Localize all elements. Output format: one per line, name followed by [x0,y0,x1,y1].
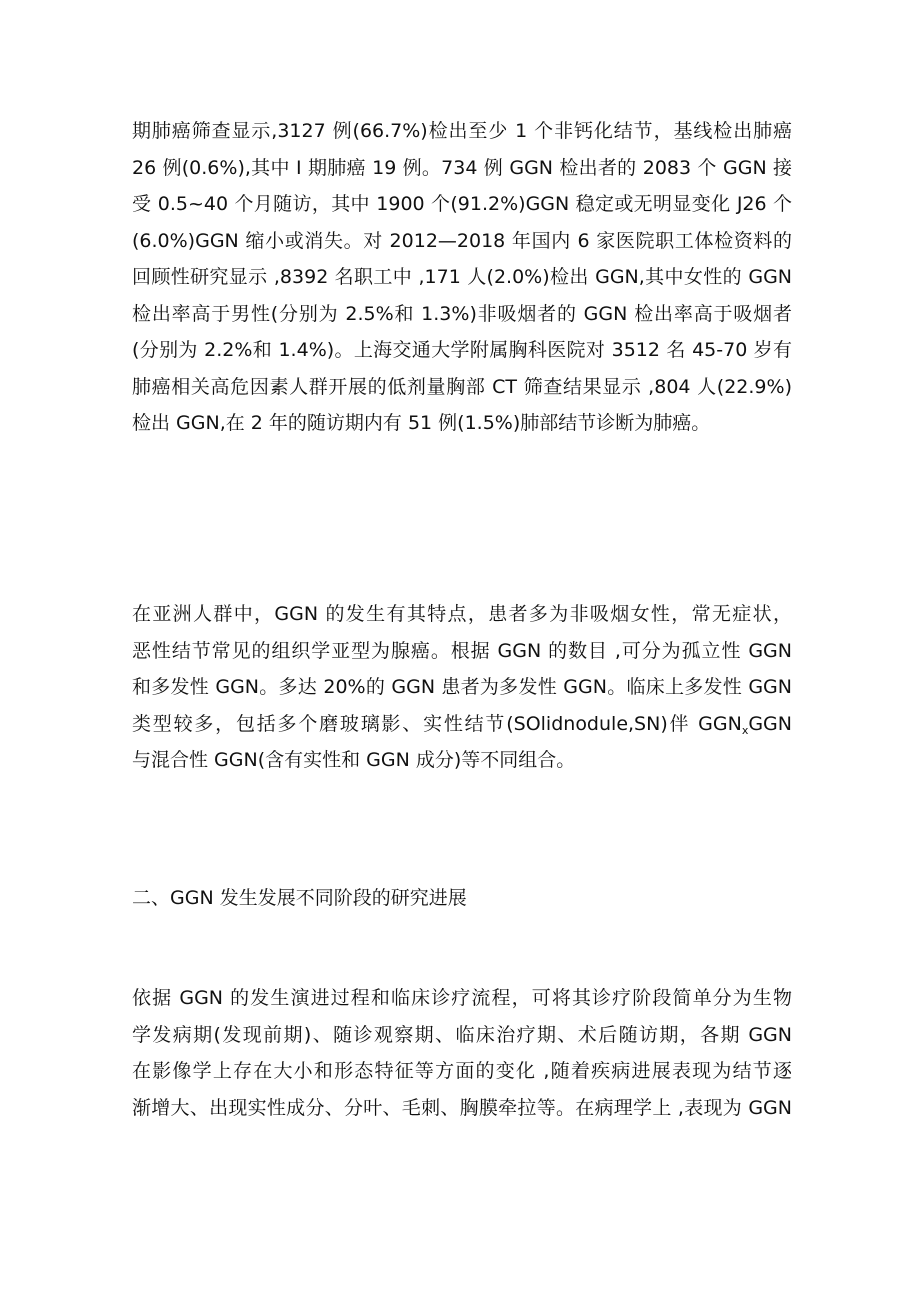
text-line: (分别为 2.2%和 1.4%)。上海交通大学附属胸科医院对 3512 名 45-70 岁有 [132,339,792,361]
paragraph-diagnosis-stages [132,980,792,1126]
text-line: 学发病期(发现前期)、随诊观察期、临床治疗期、术后随访期，各期 GGN [132,1023,792,1046]
text-line: 在影像学上存在大小和形态特征等方面的变化 ,随着疾病进展表现为结节逐 [132,1060,792,1082]
text-line: 检出率高于男性(分别为 2.5%和 1.3%)非吸烟者的 GGN 检出率高于吸烟者 [132,302,792,325]
text-line: 检出 GGN,在 2 年的随访期内有 51 例(1.5%)肺部结节诊断为肺癌。 [132,412,711,434]
text-line: (6.0%)GGN 缩小或消失。对 2012—2018 年国内 6 家医院职工体检资料的 [132,229,792,252]
text-line: 与混合性 GGN(含有实性和 GGN 成分)等不同组合。 [132,749,576,771]
section-heading [132,880,792,917]
text-line [132,706,792,743]
text-line: 依据 GGN 的发生演进过程和临床诊疗流程，可将其诊疗阶段简单分为生物 [132,987,792,1009]
text-line: 26 例(0.6%),其中 I 期肺癌 19 例。734 例 GGN 检出者的 2083 个 GGN 接 [132,156,792,179]
text-segment: GGN [748,712,792,735]
text-line: 肺癌相关高危因素人群开展的低剂量胸部 CT 筛查结果显示 ,804 人(22.9%) [132,375,792,398]
text-line: 和多发性 GGN。多达 20%的 GGN 患者为多发性 GGN。临床上多发性 GGN [132,676,792,698]
paragraph-screening-results [132,113,792,442]
text-line: 恶性结节常见的组织学亚型为腺癌。根据 GGN 的数目 ,可分为孤立性 GGN [132,639,792,662]
section-heading-text: 二、GGN 发生发展不同阶段的研究进展 [132,887,467,909]
subscript: x [741,723,749,737]
text-line: 受 0.5~40 个月随访，其中 1900 个(91.2%)GGN 稳定或无明显变化 J26 个 [132,193,792,215]
text-line: 期肺癌筛查显示,3127 例(66.7%)检出至少 1 个非钙化结节，基线检出肺癌 [132,120,792,142]
text-line: 回顾性研究显示 ,8392 名职工中 ,171 人(2.0%)检出 GGN,其中女性的 GGN [132,266,792,288]
paragraph-asian-population [132,596,792,779]
text-line: 渐增大、出现实性成分、分叶、毛刺、胸膜牵拉等。在病理学上 ,表现为 GGN [132,1096,792,1119]
text-segment: 类型较多，包括多个磨玻璃影、实性结节(SOlidnodule,SN)伴 GGN [132,712,742,735]
text-line: 在亚洲人群中，GGN 的发生有其特点，患者多为非吸烟女性，常无症状， [132,603,792,625]
